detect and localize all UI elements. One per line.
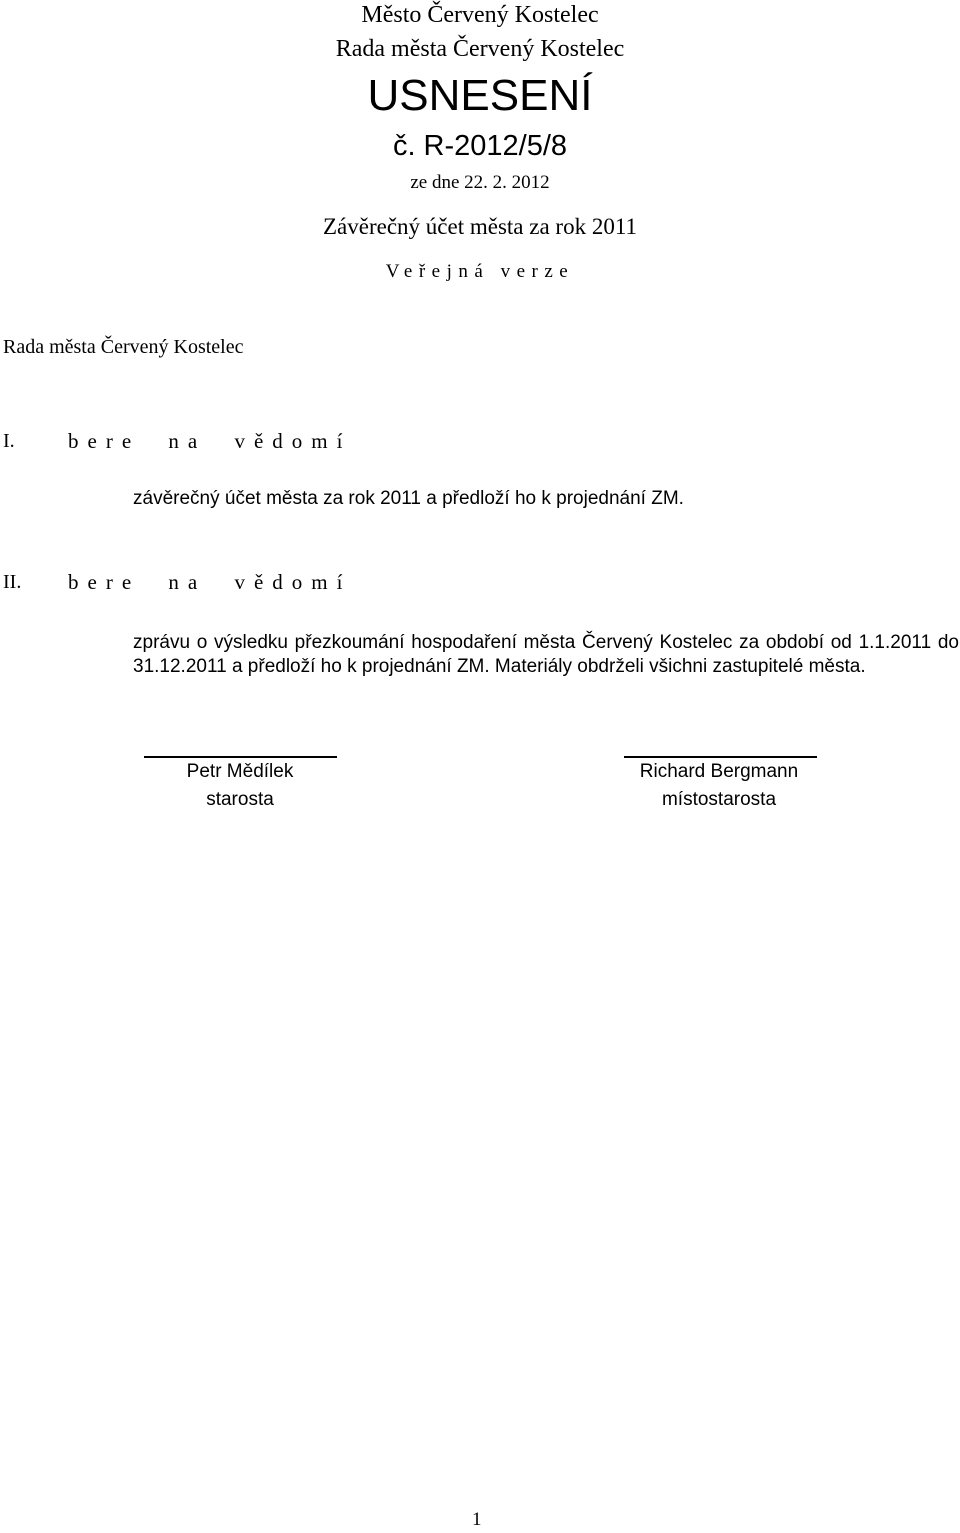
section-text: zprávu o výsledku přezkoumání hospodaření města Červený Kostelec za období od 1.1.2011 do 31.12.2011 a předloží ho k projednání ZM. Materiály obdrželi všichni zastupitelé města.: [133, 632, 959, 677]
signatory-role: místostarosta: [661, 789, 777, 810]
document-title: USNESENÍ: [367, 71, 593, 120]
signatory-name: Richard Bergmann: [639, 761, 799, 782]
signature-line: [144, 756, 337, 758]
signatory-name: Petr Mědílek: [186, 761, 294, 782]
resolution-number: č. R-2012/5/8: [392, 130, 568, 162]
section-text: závěrečný účet města za rok 2011 a předloží ho k projednání ZM.: [133, 488, 684, 509]
section-number: II.: [3, 571, 22, 593]
resolution-subject: Závěrečný účet města za rok 2011: [323, 214, 637, 239]
section-number: I.: [3, 430, 15, 452]
council-name: Rada města Červený Kostelec: [3, 336, 244, 358]
resolution-date: ze dne 22. 2. 2012: [410, 172, 550, 193]
signature-line: [624, 756, 817, 758]
version-label: Veřejná verze: [385, 261, 575, 282]
section-verb: bere na vědomí: [68, 570, 352, 594]
council-heading: Rada města Červený Kostelec: [335, 36, 625, 62]
signatory-role: starosta: [206, 789, 274, 810]
section-verb: bere na vědomí: [68, 429, 352, 453]
page-number: 1: [472, 1509, 482, 1530]
town-name: Město Červený Kostelec: [361, 2, 599, 28]
